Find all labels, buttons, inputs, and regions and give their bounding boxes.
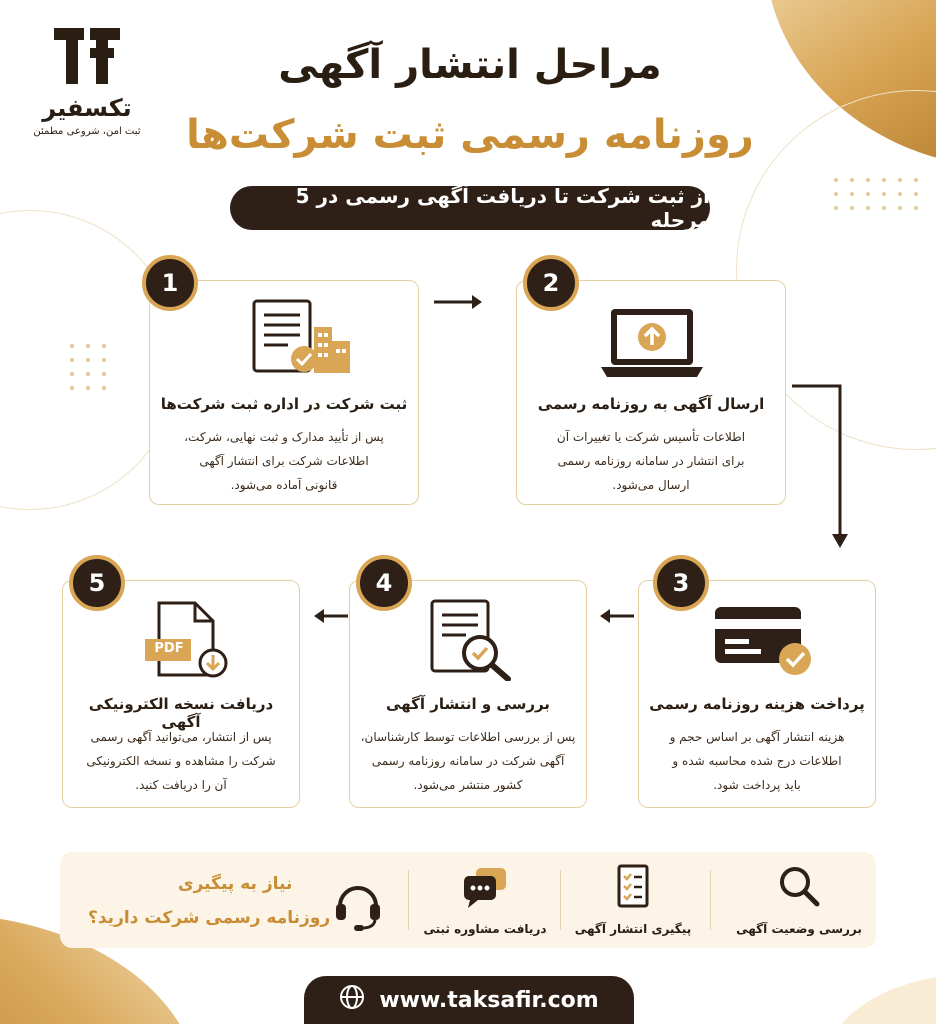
page-title: مراحل انتشار آگهی bbox=[278, 42, 662, 88]
service-label: پیگیری انتشار آگهی bbox=[574, 922, 692, 936]
headset-icon bbox=[330, 876, 386, 936]
divider bbox=[710, 870, 711, 930]
step-number-badge: 3 bbox=[653, 555, 709, 611]
step-number-badge: 2 bbox=[523, 255, 579, 311]
flow-arrow-left-icon bbox=[310, 606, 350, 630]
services-strip bbox=[60, 852, 876, 948]
service-label: دریافت مشاوره ثبتی bbox=[423, 922, 547, 936]
service-item-check-status[interactable] bbox=[734, 862, 864, 936]
step-title: ثبت شرکت در اداره ثبت شرکت‌ها bbox=[160, 395, 408, 413]
divider bbox=[560, 870, 561, 930]
chat-bubbles-icon bbox=[420, 862, 550, 914]
step-description: پس از تأیید مدارک و ثبت نهایی، شرکت، اطلاعات شرکت برای انتشار آگهی قانونی آماده می‌شود. bbox=[184, 430, 384, 492]
document-building-check-icon bbox=[248, 297, 358, 383]
step-description: پس از انتشار، می‌توانید آگهی رسمی شرکت را مشاهده و نسخه الکترونیکی آن را دریافت کنید. bbox=[86, 730, 276, 792]
decorative-dots bbox=[68, 344, 106, 390]
globe-icon bbox=[339, 984, 365, 1016]
logo-mark-icon bbox=[52, 28, 122, 88]
document-magnifier-icon bbox=[426, 597, 526, 685]
decorative-corner-bottom-right bbox=[826, 974, 936, 1024]
step-card-3 bbox=[638, 569, 876, 808]
step-title: بررسی و انتشار آگهی bbox=[386, 695, 550, 713]
service-label: بررسی وضعیت آگهی bbox=[736, 922, 862, 936]
brand-tagline: ثبت امن، شروعی مطمئن bbox=[33, 126, 141, 137]
flow-arrow-right-icon bbox=[432, 292, 486, 316]
cta-question-line2: روزنامه رسمی شرکت دارید؟ bbox=[88, 908, 331, 928]
brand-name: تکسفیر bbox=[42, 94, 132, 122]
step-number-badge: 5 bbox=[69, 555, 125, 611]
search-icon bbox=[734, 862, 864, 914]
step-number-badge: 4 bbox=[356, 555, 412, 611]
credit-card-check-icon bbox=[709, 601, 819, 685]
pdf-download-icon bbox=[141, 599, 231, 685]
step-description: پس از بررسی اطلاعات توسط کارشناسان، آگهی شرکت در سامانه روزنامه رسمی کشور منتشر می‌شود. bbox=[360, 730, 576, 792]
laptop-upload-icon bbox=[597, 303, 707, 387]
decorative-dots bbox=[832, 178, 918, 210]
step-card-4 bbox=[349, 569, 587, 808]
step-card-5 bbox=[62, 569, 300, 808]
step-title: پرداخت هزینه روزنامه رسمی bbox=[649, 695, 865, 713]
service-item-consultation[interactable] bbox=[420, 862, 550, 936]
step-card-1 bbox=[149, 269, 419, 505]
step-title: ارسال آگهی به روزنامه رسمی bbox=[537, 395, 765, 413]
checklist-icon bbox=[568, 862, 698, 914]
flow-arrow-left-icon bbox=[596, 606, 636, 630]
divider bbox=[408, 870, 409, 930]
step-card-2 bbox=[516, 269, 786, 505]
service-item-track-publication[interactable] bbox=[568, 862, 698, 936]
step-description: اطلاعات تأسیس شرکت یا تغییرات آن برای انتشار در سامانه روزنامه رسمی ارسال می‌شود. bbox=[556, 430, 746, 492]
cta-question-line1: نیاز به پیگیری bbox=[178, 874, 293, 894]
brand-logo bbox=[22, 28, 152, 137]
intro-pill: از ثبت شرکت تا دریافت آگهی رسمی در 5 مرحله bbox=[230, 186, 710, 230]
step-number-badge: 1 bbox=[142, 255, 198, 311]
website-bar[interactable] bbox=[304, 976, 634, 1024]
pdf-label: PDF bbox=[154, 641, 184, 656]
step-description: هزینه انتشار آگهی بر اساس حجم و اطلاعات درج شده محاسبه شده و باید پرداخت شود. bbox=[669, 730, 845, 792]
website-url[interactable]: www.taksafir.com bbox=[379, 987, 599, 1013]
flow-arrow-down-icon bbox=[790, 380, 860, 556]
page-subtitle: روزنامه رسمی ثبت شرکت‌ها bbox=[186, 112, 754, 158]
step-title: دریافت نسخه الکترونیکی آگهی bbox=[88, 695, 274, 731]
